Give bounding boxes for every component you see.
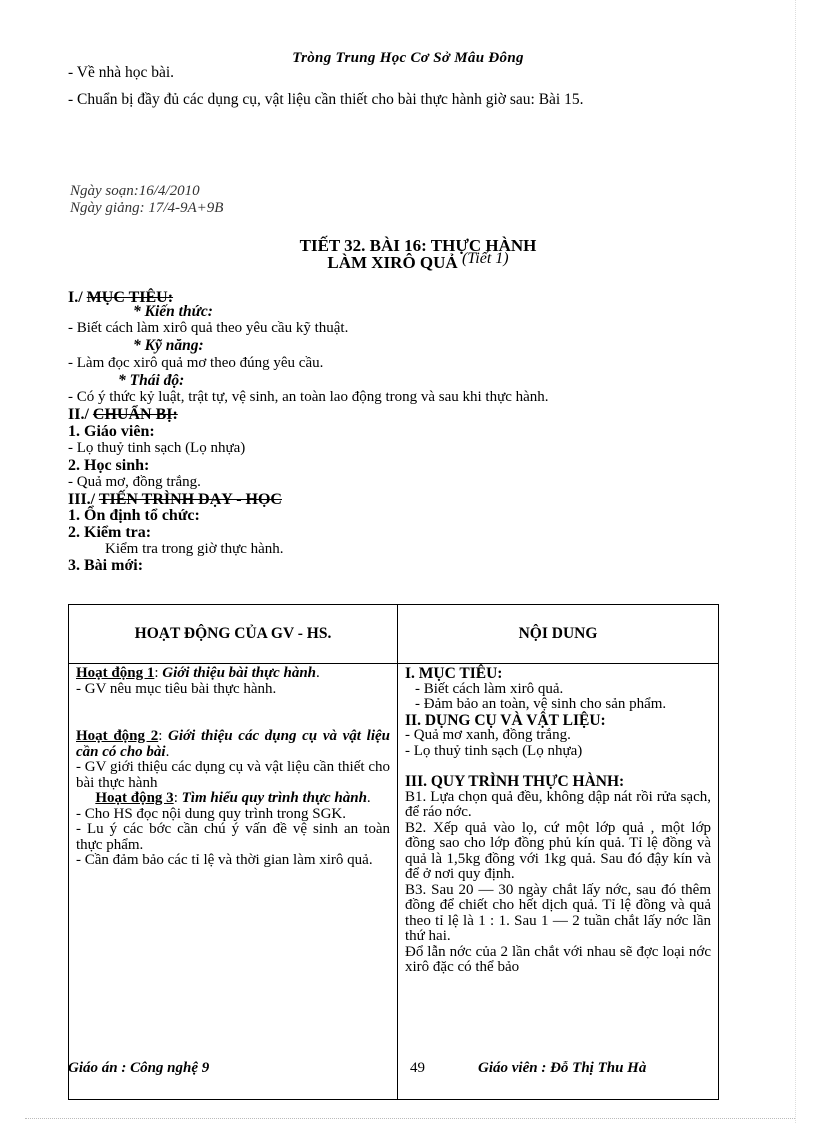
hd2-heading: Hoạt động 2: Giới thiệu các dụng cụ và vật liệu cần có cho bài. [76, 728, 390, 760]
lesson-subtitle [0, 250, 816, 273]
hd2-title: Giới thiệu các dụng cụ và vật liệu cần có cho bài [76, 728, 390, 760]
hd1-heading: Hoạt động 1: Giới thiệu bài thực hành. [76, 665, 320, 681]
intro-line-1: - Về nhà học bài. [68, 64, 175, 81]
date-giang: Ngày giảng: 17/4-9A+9B [70, 200, 224, 216]
page-number: 49 [410, 1060, 425, 1076]
content-b3: B3. Sau 20 — 30 ngày chắt lấy nớc, sau đó thêm đồng để chiết cho hết dịch quả. Tỉ lệ đồng và quả theo tỉ lệ là 1 : 1. Sau 1 — 2 tuần chắt lấy nớc lần thứ hai. [405, 881, 711, 944]
kien-thuc-label: * Kiến thức: [133, 303, 213, 320]
hd2-label: Hoạt động 2 [76, 728, 159, 744]
thai-do-text: - Có ý thức kỷ luật, trật tự, vệ sinh, an toàn lao động trong và sau khi thực hành. [68, 389, 549, 405]
footer-right: Giáo viên : Đỗ Thị Thu Hà [478, 1060, 647, 1076]
bai-moi-label: 3. Bài mới: [68, 557, 144, 574]
lesson-table [68, 604, 719, 1100]
chuan-bi-num: II./ [68, 406, 89, 423]
intro-line-2: - Chuẩn bị đầy đủ các dụng cụ, vật liệu cần thiết cho bài thực hành giờ sau: Bài 15. [68, 91, 584, 108]
lesson-subtitle-main: LÀM XIRÔ QUẢ [327, 253, 458, 272]
thai-do-label: * Thái độ: [118, 372, 185, 389]
hd3-heading: Hoạt động 3: Tìm hiểu quy trình thực hành. [95, 790, 371, 806]
on-dinh-label: 1. Ổn định tổ chức: [68, 507, 200, 524]
footer-left: Giáo án : Công nghệ 9 [68, 1060, 210, 1076]
hd3-title: Tìm hiểu quy trình thực hành [181, 790, 367, 806]
ky-nang-label: * Kỹ năng: [133, 337, 204, 354]
kien-thuc-text: - Biết cách làm xirô quả theo yêu cầu kỹ thuật. [68, 320, 349, 336]
hd1-title: Giới thiệu bài thực hành [162, 665, 317, 681]
content-s1-a: - Biết cách làm xirô quả. [415, 680, 564, 697]
content-b2: B2. Xếp quả vào lọ, cứ một lớp quả , một lớp đồng sao cho lớp đồng phủ kín quả. Tỉ lệ đồng và quả là 1,5kg đồng với 1kg quả. Sau đó đậy kín và để ở nơi quy định. [405, 819, 711, 882]
hd3-text-1: - Cho HS đọc nội dung quy trình trong SGK. [76, 805, 346, 822]
content-s2-a: - Quả mơ xanh, đồng trắng. [405, 727, 571, 743]
content-s3-title: III. QUY TRÌNH THỰC HÀNH: [405, 773, 625, 790]
lesson-title: TIẾT 32. BÀI 16: THỰC HÀNH [299, 236, 537, 255]
muc-tieu-heading: MỤC TIÊU: [86, 289, 174, 306]
content-s2-b: - Lọ thuỷ tinh sạch (Lọ nhựa) [405, 742, 583, 759]
lesson-period: (Tiết 1) [461, 250, 509, 267]
muc-tieu-num: I./ [68, 289, 83, 306]
giao-vien-label: 1. Giáo viên: [68, 423, 155, 440]
chuan-bi-heading: CHUẨN BỊ: [92, 406, 178, 423]
kiem-tra-label: 2. Kiểm tra: [68, 524, 152, 541]
hd2-text: - GV giới thiệu các dụng cụ và vật liệu cần thiết cho bài thực hành [76, 759, 390, 791]
kiem-tra-text: Kiểm tra trong giờ thực hành. [105, 541, 284, 557]
table-header-activities: HOẠT ĐỘNG CỦA GV - HS. [69, 605, 398, 664]
hd3-label: Hoạt động 3 [95, 790, 174, 806]
school-header: Tròng Trung Học Cơ Sở Mâu Đông [292, 50, 524, 66]
giao-vien-text: - Lọ thuỷ tinh sạch (Lọ nhựa) [68, 440, 246, 456]
hd1-label: Hoạt động 1 [76, 665, 155, 681]
content-s1-b: - Đảm bảo an toàn, vệ sinh cho sản phẩm. [415, 696, 667, 712]
hd1-text: - GV nêu mục tiêu bài thực hành. [76, 680, 277, 697]
activities-cell [69, 664, 398, 1100]
content-cell [398, 664, 719, 1100]
content-s1-title: I. MỤC TIÊU: [405, 665, 503, 682]
table-header-content: NỘI DUNG [398, 605, 719, 664]
hoc-sinh-label: 2. Học sinh: [68, 457, 150, 474]
content-b1: B1. Lựa chọn quả đều, không dập nát rồi rửa sạch, để ráo nớc. [405, 788, 711, 820]
date-soan: Ngày soạn:16/4/2010 [70, 183, 200, 199]
hd3-text-3: - Cần đảm bảo các tỉ lệ và thời gian làm xirô quả. [76, 852, 373, 868]
right-dotted-margin [795, 0, 796, 1123]
hd3-text-2: - Lu ý các bớc cần chú ý vấn đề vệ sinh an toàn thực phẩm. [76, 821, 390, 853]
tien-trinh-heading: TIẾN TRÌNH DẠY - HỌC [98, 491, 282, 508]
ky-nang-text: - Làm đọc xirô quả mơ theo đúng yêu cầu. [68, 355, 324, 371]
content-s2-title: II. DỤNG CỤ VÀ VẬT LIỆU: [405, 711, 606, 729]
tien-trinh-num: III./ [68, 491, 96, 508]
hoc-sinh-text: - Quả mơ, đồng trắng. [68, 474, 201, 490]
section-chuan-bi [68, 406, 178, 424]
content-b4: Đổ lẫn nớc của 2 lần chắt với nhau sẽ đợc loại nớc xirô đặc có thể bảo [405, 943, 711, 975]
bottom-dotted-divider [25, 1118, 795, 1119]
